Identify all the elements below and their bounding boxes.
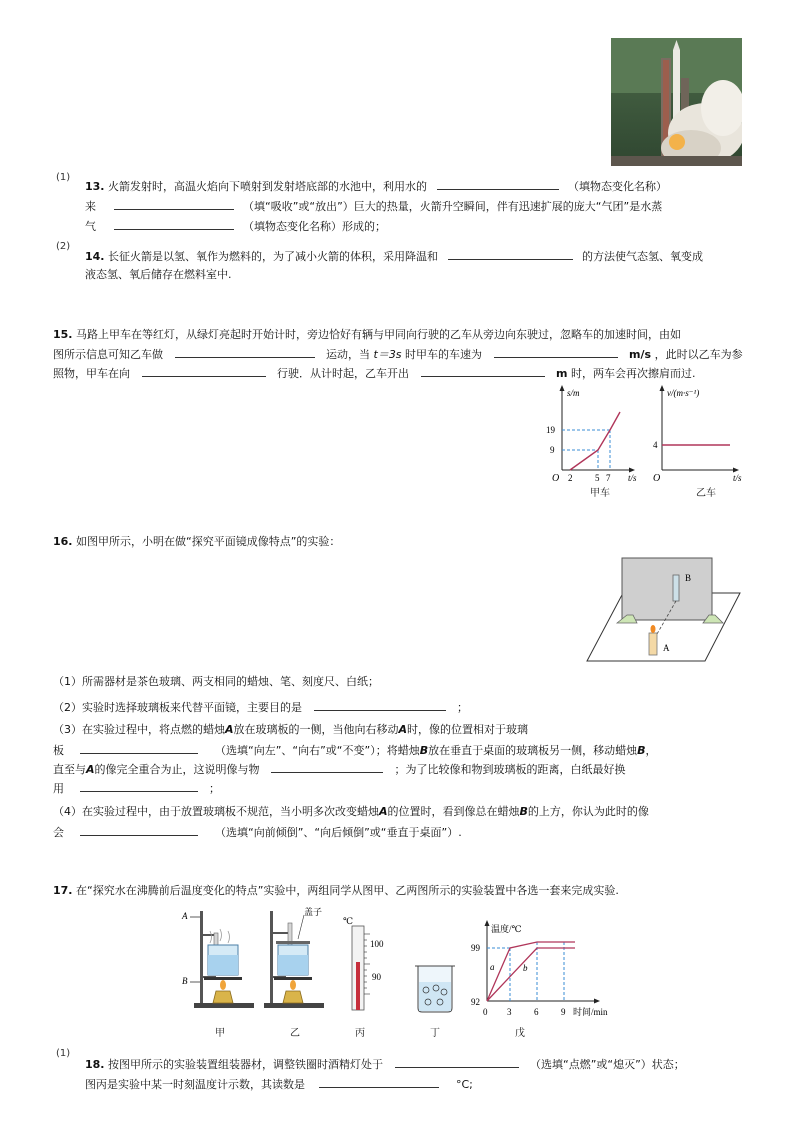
q15-blank-1[interactable] bbox=[175, 346, 315, 358]
caption-yi: 乙 bbox=[290, 1028, 300, 1039]
q13-line-2 bbox=[85, 198, 662, 214]
q15-text-3a: 照物，甲车在向 bbox=[53, 367, 130, 380]
q16-p3-line-1 bbox=[53, 723, 528, 737]
yi-x-arrow-icon bbox=[733, 468, 739, 473]
q16-number: 16. bbox=[53, 535, 73, 548]
q16-blank-4[interactable] bbox=[80, 780, 198, 792]
q15-line-3 bbox=[53, 365, 695, 381]
q18-text-1b: （选填“点燃”或“熄灭”）状态； bbox=[530, 1058, 685, 1071]
yi-origin: O bbox=[653, 473, 661, 484]
caption-yi-car: 乙车 bbox=[696, 488, 716, 499]
q16-p3-text-f: 板 bbox=[53, 744, 64, 757]
gauze-jia bbox=[204, 977, 242, 980]
q16-p3-text-q: ； bbox=[209, 782, 220, 795]
caption-bing: 丙 bbox=[355, 1028, 365, 1039]
jia-xtick-7: 7 bbox=[606, 473, 611, 483]
q14-line-2: 液态氢、氧后储存在燃料室中. bbox=[85, 268, 232, 281]
q16-p4-text-c: 的位置时，看到像总在蜡烛 bbox=[387, 805, 520, 818]
q16-p4-A: A bbox=[379, 805, 388, 818]
q15-text-2e: m/s bbox=[629, 348, 652, 361]
q18-line-1 bbox=[85, 1056, 685, 1072]
q15-blank-2[interactable] bbox=[494, 346, 618, 358]
flame-jia-icon bbox=[220, 980, 226, 990]
q13-number: 13. bbox=[85, 180, 105, 193]
q16-p3-B1: B bbox=[419, 744, 429, 757]
q16-p3-B2: B bbox=[637, 744, 646, 757]
yi-ytick-4: 4 bbox=[653, 440, 658, 450]
caption-ding: 丁 bbox=[430, 1028, 440, 1039]
jia-ylabel: s/m bbox=[567, 388, 580, 398]
lid bbox=[276, 941, 310, 944]
wu-xtick-3: 3 bbox=[507, 1007, 512, 1017]
thermo-100: 100 bbox=[370, 939, 384, 949]
wu-label-a: a bbox=[490, 962, 495, 972]
water-jia bbox=[208, 955, 238, 975]
q16-p3-line-2 bbox=[53, 742, 656, 758]
stand-rod bbox=[200, 911, 203, 1005]
q16-p3-line-4 bbox=[53, 780, 220, 796]
yi-y-arrow-icon bbox=[660, 385, 665, 391]
apparatus-label-b: B bbox=[182, 976, 188, 986]
q16-p3-text-l: 直至与 bbox=[53, 763, 86, 776]
q15-text-3b: 行驶．从计时起，乙车开出 bbox=[277, 367, 409, 380]
stand-base-yi bbox=[264, 1003, 324, 1008]
glass-plate bbox=[622, 558, 712, 620]
q13-text-2a: 来 bbox=[85, 200, 96, 213]
q16-p4-text-f: 会 bbox=[53, 826, 64, 839]
q15-line-1 bbox=[53, 328, 681, 342]
q16-p4-text-g: （选填“向前倾倒”、“向后倾倒”或“垂直于桌面”）. bbox=[215, 826, 462, 839]
lid-label: 盖子 bbox=[304, 907, 323, 917]
wu-xtick-6: 6 bbox=[534, 1007, 539, 1017]
caption-wu: 戊 bbox=[515, 1028, 525, 1039]
wu-xtick-9: 9 bbox=[561, 1007, 566, 1017]
q15-text-2d: 时甲车的车速为 bbox=[405, 348, 483, 361]
thermometer-bing bbox=[340, 910, 390, 1015]
q16-blank-1[interactable] bbox=[314, 699, 446, 711]
q16-p2-text: （2）实验时选择玻璃板来代替平面镜，主要目的是 bbox=[53, 701, 302, 714]
graph-jia-st bbox=[540, 382, 640, 492]
q15-blank-3[interactable] bbox=[142, 365, 266, 377]
flame-yi-icon bbox=[290, 980, 296, 990]
q18-number: 18. bbox=[85, 1058, 105, 1071]
jia-origin: O bbox=[552, 473, 560, 484]
wu-ytick-99: 99 bbox=[471, 943, 480, 953]
q13-blank-3[interactable] bbox=[114, 218, 234, 230]
q14-text-1b: 的方法使气态氢、氧变成 bbox=[582, 250, 703, 263]
q17-title: 在“探究水在沸腾前后温度变化的特点”实验中，两组同学从图甲、乙两图所示的实验装置中各选一套来完成实验. bbox=[76, 884, 619, 897]
q16-p3-text-g: （选填“向左”、“向右”或“不变”）；将蜡烛 bbox=[215, 744, 420, 757]
q15-blank-4[interactable] bbox=[421, 365, 545, 377]
label-a: A bbox=[663, 643, 670, 653]
q16-p3-text-k: ， bbox=[645, 744, 657, 757]
left-support bbox=[617, 615, 637, 623]
candle-a bbox=[649, 633, 657, 655]
q16-p3-A2: A bbox=[398, 723, 408, 736]
q16-p2-end: ； bbox=[457, 701, 468, 714]
q15-text-2b: 运动，当 bbox=[326, 348, 370, 361]
q16-p4-B: B bbox=[519, 805, 528, 818]
wu-xlabel: 时间/min bbox=[573, 1007, 608, 1017]
wu-xtick-0: 0 bbox=[483, 1007, 488, 1017]
q17-number: 17. bbox=[53, 884, 73, 897]
candle-b bbox=[673, 575, 679, 601]
q16-p4-line-2 bbox=[53, 824, 462, 840]
water-yi bbox=[278, 955, 308, 975]
thermo-90: 90 bbox=[372, 972, 381, 982]
candle-a-flame-icon bbox=[651, 625, 656, 633]
q16-p3-A1: A bbox=[225, 723, 234, 736]
sub-mark-q18: (1) bbox=[56, 1048, 71, 1059]
graph-wu-temperature bbox=[465, 915, 615, 1020]
mercury-column bbox=[356, 962, 360, 1010]
q16-p3-text-n: 的像完全重合为止，这说明像与物 bbox=[94, 763, 260, 776]
q14-blank-1[interactable] bbox=[448, 248, 573, 260]
jia-xtick-5: 5 bbox=[595, 473, 600, 483]
q13-text-1b: （填物态变化名称） bbox=[568, 180, 667, 193]
q16-p3-text-o: ；为了比较像和物到玻璃板的距离，白纸最好换 bbox=[394, 763, 626, 776]
q13-text-2b: （填“吸收”或“放出”）巨大的热量，火箭升空瞬间，伴有迅速扩展的庞大“气团”是水蒸 bbox=[243, 200, 663, 213]
q13-text-1a: 火箭发射时，高温火焰向下喷射到发射塔底部的水池中，利用水的 bbox=[108, 180, 427, 193]
q13-line-3 bbox=[85, 218, 386, 234]
stand-rod-yi bbox=[270, 911, 273, 1005]
wu-line-b bbox=[487, 948, 575, 1001]
gauze-yi bbox=[274, 977, 312, 980]
alcohol-lamp-yi bbox=[283, 991, 303, 1003]
rocket-launch-photo bbox=[611, 38, 742, 166]
q16-p3-text-e: 时，像的位置相对于玻璃 bbox=[407, 723, 529, 736]
yi-ylabel: v/(m·s⁻¹) bbox=[667, 388, 700, 398]
label-b: B bbox=[685, 573, 692, 583]
alcohol-lamp-jia bbox=[213, 991, 233, 1003]
caption-jia: 甲 bbox=[215, 1028, 225, 1039]
jia-ytick-19: 19 bbox=[546, 425, 555, 435]
mirror-experiment-diagram bbox=[585, 553, 745, 665]
apparatus-label-a: A bbox=[182, 911, 188, 921]
beaker-ding bbox=[410, 960, 460, 1015]
jia-st-line bbox=[570, 412, 620, 470]
q14-line-1 bbox=[85, 248, 703, 264]
q18-blank-1[interactable] bbox=[395, 1056, 519, 1068]
q13-text-3a: 气 bbox=[85, 220, 96, 233]
wu-ytick-92: 92 bbox=[471, 997, 480, 1007]
q15-line-2 bbox=[53, 346, 743, 362]
q16-title-line bbox=[53, 535, 340, 549]
water-ding bbox=[419, 982, 451, 1011]
yi-xlabel: t/s bbox=[733, 473, 742, 483]
jia-xlabel: t/s bbox=[628, 473, 637, 483]
q16-p4-text-a: （4）在实验过程中，由于放置玻璃板不规范，当小明多次改变蜡烛 bbox=[53, 805, 379, 818]
q14-number: 14. bbox=[85, 250, 105, 263]
q15-text-3d: 时，两车会再次擦肩而过. bbox=[570, 367, 696, 380]
sub-mark-2: (2) bbox=[56, 241, 71, 252]
sub-mark-1: (1) bbox=[56, 172, 71, 183]
q16-p1: （1）所需器材是茶色玻璃、两支相同的蜡烛、笔、刻度尺、白纸； bbox=[53, 675, 379, 688]
apparatus-yi bbox=[260, 905, 340, 1015]
q15-text-2a: 图所示信息可知乙车做 bbox=[53, 348, 163, 361]
q13-blank-2[interactable] bbox=[114, 198, 234, 210]
wu-ylabel: 温度/℃ bbox=[491, 924, 522, 934]
q15-text-2c: t＝3s bbox=[373, 348, 402, 361]
jia-xtick-2: 2 bbox=[568, 473, 573, 483]
q16-blank-3[interactable] bbox=[271, 761, 383, 773]
q16-blank-5[interactable] bbox=[80, 824, 198, 836]
q16-p4-line-1 bbox=[53, 805, 649, 819]
jia-y-arrow-icon bbox=[560, 385, 565, 391]
q16-blank-2[interactable] bbox=[80, 742, 198, 754]
q13-text-3b: （填物态变化名称）形成的； bbox=[243, 220, 386, 233]
q13-blank-1[interactable] bbox=[437, 178, 559, 190]
q18-text-2b: °C; bbox=[456, 1078, 473, 1091]
q17-title-line bbox=[53, 884, 619, 898]
q18-text-2a: 图丙是实验中某一时刻温度计示数，其读数是 bbox=[85, 1078, 305, 1091]
q16-p3-text-p: 用 bbox=[53, 782, 64, 795]
q14-text-1a: 长征火箭是以氢、氧作为燃料的，为了减小火箭的体积，采用降温和 bbox=[108, 250, 438, 263]
q16-p3-text-i: 放在垂直于桌面的玻璃板另一侧，移动蜡烛 bbox=[428, 744, 638, 757]
wu-label-b: b bbox=[523, 963, 528, 973]
q16-p4-text-e: 的上方，你认为此时的像 bbox=[527, 805, 649, 818]
q13-line-1 bbox=[85, 178, 667, 194]
q16-p3-line-3 bbox=[53, 761, 626, 777]
thermo-unit: ℃ bbox=[343, 916, 354, 926]
wu-y-arrow-icon bbox=[485, 920, 490, 926]
stand-base bbox=[194, 1003, 254, 1008]
q16-p3-text-a: （3）在实验过程中，将点燃的蜡烛 bbox=[53, 723, 225, 736]
q18-blank-2[interactable] bbox=[319, 1076, 439, 1088]
q16-title: 如图甲所示，小明在做“探究平面镜成像特点”的实验： bbox=[76, 535, 341, 548]
q15-text-1: 马路上甲车在等红灯，从绿灯亮起时开始计时，旁边恰好有辆与甲同向行驶的乙车从旁边向东驶过，忽略车的加速时间，由如 bbox=[76, 328, 681, 341]
caption-jia-car: 甲车 bbox=[590, 488, 610, 499]
jia-ytick-9: 9 bbox=[550, 445, 555, 455]
q18-line-2 bbox=[85, 1076, 473, 1092]
q15-text-2f: ，此时以乙车为参 bbox=[654, 348, 743, 361]
apparatus-jia bbox=[180, 905, 260, 1015]
q16-p3-text-c: 放在玻璃板的一侧，当他向右移动 bbox=[233, 723, 399, 736]
q15-text-3c: m bbox=[556, 367, 568, 380]
jia-x-arrow-icon bbox=[629, 468, 635, 473]
graph-yi-vt bbox=[650, 382, 750, 492]
q16-p3-A3: A bbox=[86, 763, 95, 776]
wu-x-arrow-icon bbox=[594, 999, 600, 1004]
q18-text-1a: 按图甲所示的实验装置组装器材，调整铁圈时酒精灯处于 bbox=[108, 1058, 383, 1071]
wu-line-a bbox=[487, 942, 575, 1001]
q16-p2-line bbox=[53, 699, 468, 715]
q15-number: 15. bbox=[53, 328, 73, 341]
